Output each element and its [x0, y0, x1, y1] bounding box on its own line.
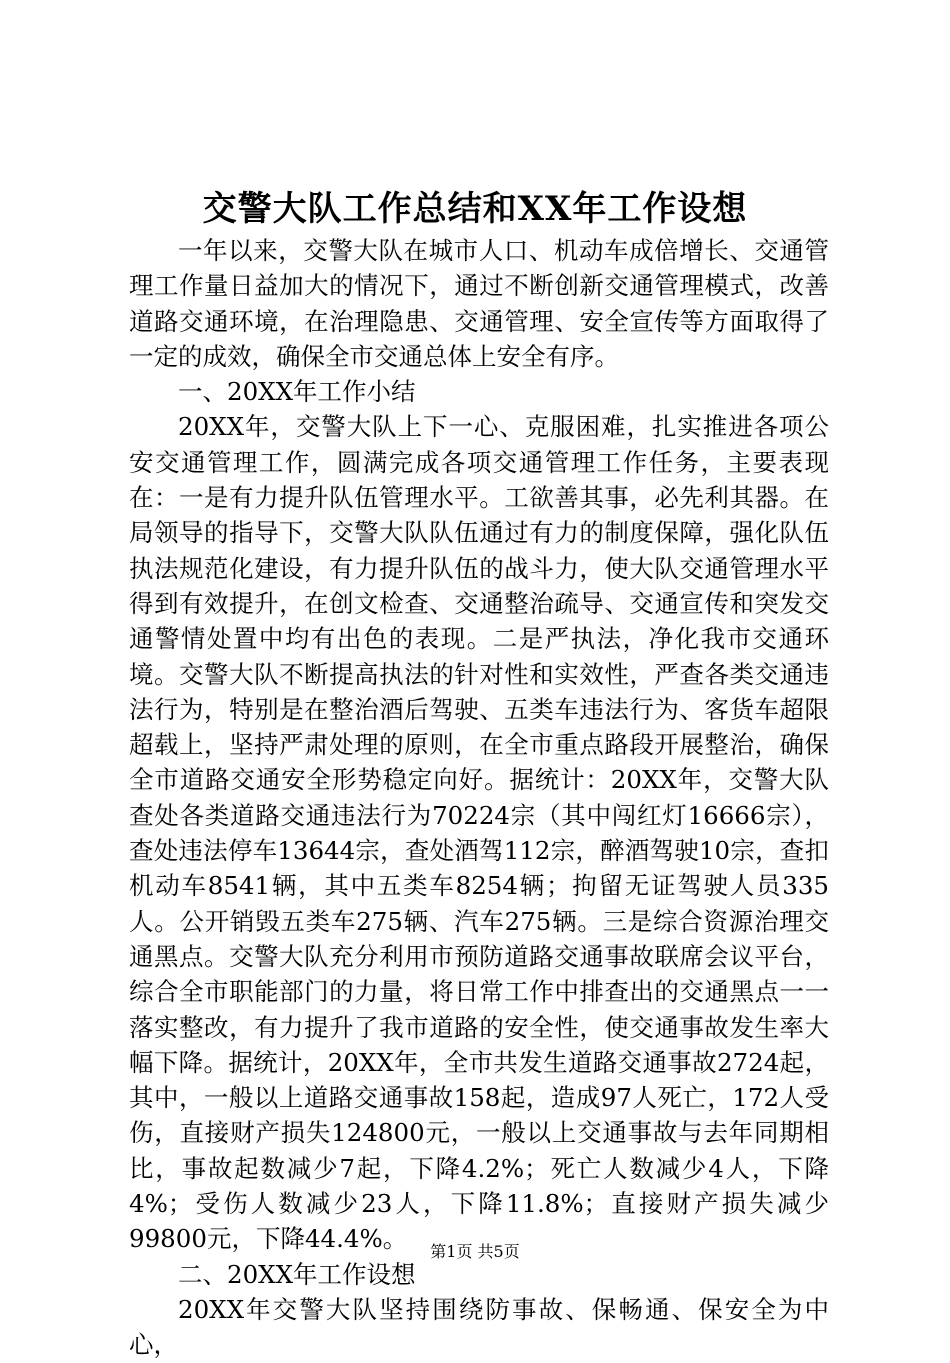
section-heading-plan: 二、20XX年工作设想: [178, 1259, 416, 1289]
plan-paragraph: 20XX年交警大队坚持围绕防事故、保畅通、保安全为中心，: [129, 1294, 829, 1360]
document-body: [129, 233, 829, 1363]
intro-paragraph: 一年以来，交警大队在城市人口、机动车成倍增长、交通管理工作量日益加大的情况下，通过不断创新交通管理模式，改善道路交通环境，在治理隐患、交通管理、安全宣传等方面取得了一定的成效，确保全市交通总体上安全有序。: [129, 236, 829, 371]
document-title: 交警大队工作总结和XX年工作设想: [202, 189, 748, 229]
section-heading-summary: 一、20XX年工作小结: [178, 377, 416, 407]
summary-paragraph: 20XX年，交警大队上下一心、克服困难，扎实推进各项公安交通管理工作，圆满完成各项交通管理工作任务，主要表现在：一是有力提升队伍管理水平。工欲善其事，必先利其器。在局领导的指导下，交警大队队伍通过有力的制度保障，强化队伍执法规范化建设，有力提升队伍的战斗力，使大队交通管理水平得到有效提升，在创文检查、交通整治疏导、交通宣传和突发交通警情处置中均有出色的表现。二是严执法，净化我市交通环境。交警大队不断提高执法的针对性和实效性，严查各类交通违法行为，特别是在整治酒后驾驶、五类车违法行为、客货车超限超载上，坚持严肃处理的原则，在全市重点路段开展整治，确保全市道路交通安全形势稳定向好。据统计：20XX年，交警大队查处各类道路交通违法行为70224宗（其中闯红灯16666宗），查处违法停车13644宗，查处酒驾112宗，醉酒驾驶10宗，查扣机动车8541辆，其中五类车8254辆；拘留无证驾驶人员335人。公开销毁五类车275辆、汽车275辆。三是综合资源治理交通黑点。交警大队充分利用市预防道路交通事故联席会议平台，综合全市职能部门的力量，将日常工作中排查出的交通黑点一一落实整改，有力提升了我市道路的安全性，使交通事故发生率大幅下降。据统计，20XX年，全市共发生道路交通事故2724起，其中，一般以上道路交通事故158起，造成97人死亡，172人受伤，直接财产损失124800元，一般以上交通事故与去年同期相比，事故起数减少7起，下降4.2%；死亡人数减少4人，下降4%；受伤人数减少23人，下降11.8%；直接财产损失减少99800元，下降44.4%。: [129, 412, 829, 1254]
page-footer: 第1页 共5页: [430, 1242, 520, 1261]
